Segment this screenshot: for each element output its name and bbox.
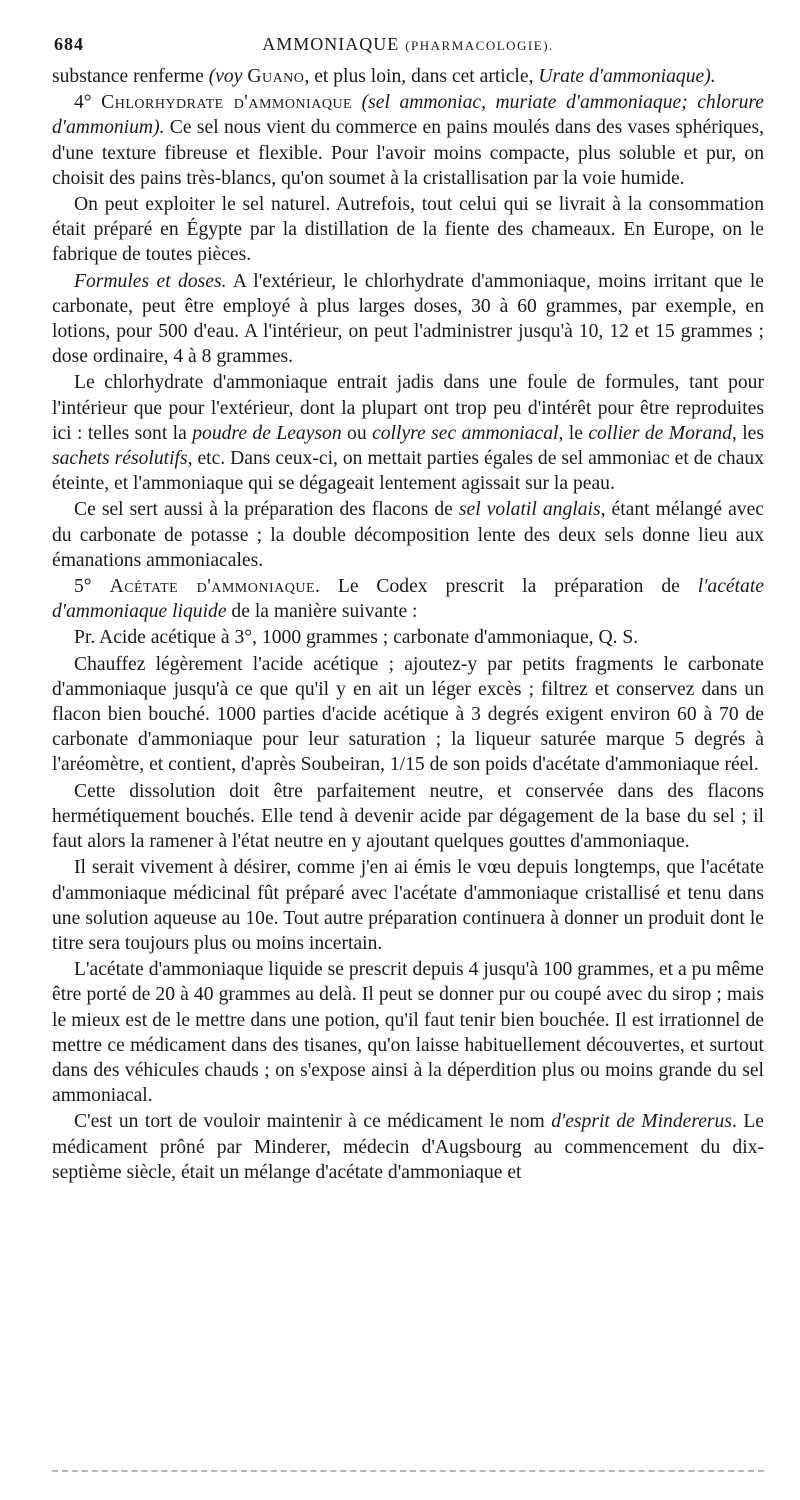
text-run: C'est un tort de vouloir maintenir à ce médicament le nom	[74, 1111, 552, 1133]
running-title-subtitle: (PHARMACOLOGIE).	[405, 38, 554, 53]
paragraph	[52, 497, 764, 573]
running-title	[52, 34, 764, 55]
text-run: A l'extérieur, le chlorhydrate d'ammoniaque, moins irritant que le carbonate, peut être employé à plus larges doses, 30 à 60 grammes, par exemple, en lotions, pour 500 d'eau. A l'intérieur, on peut l'administrer jusqu'à 10, 12 et 15 grammes ; dose ordinaire, 4 à 8 grammes.	[52, 270, 764, 368]
text-run: , et plus loin, dans cet article,	[304, 66, 539, 87]
paragraph	[52, 574, 764, 624]
paragraph	[52, 1109, 764, 1185]
text-run: , le	[558, 422, 589, 444]
italic-text: l'acétate d'ammoniaque liquide	[52, 576, 764, 623]
paragraph	[52, 269, 764, 370]
text-run: Ce sel nous vient du commerce en pains moulés dans des vases sphériques, d'une texture fibreuse et flexible. Pour l'avoir moins compacte, plus soluble et pur, on choisit des pains très-blancs, qu'on soumet à la cristallisation par la voie humide.	[52, 117, 764, 189]
small-caps-text: Guano	[247, 66, 305, 87]
italic-text: d'esprit de Mindererus	[551, 1111, 732, 1133]
italic-text: collyre sec ammoniacal	[372, 422, 559, 444]
text-run: , étant mélangé avec du carbonate de potasse ; la double décomposition lente des deux sels donne lieu aux émanations ammoniacales.	[52, 499, 765, 571]
footer-rule	[52, 1470, 764, 1472]
italic-text: poudre de Leayson	[192, 422, 342, 444]
text-run	[352, 92, 362, 113]
text-run: On peut exploiter le sel naturel. Autrefois, tout celui qui se livrait à la consommation était préparé en Égypte par la distillation de la fiente des chameaux. En Europe, on le fabrique de toutes pièces.	[52, 194, 764, 266]
paragraph	[52, 90, 764, 191]
paragraph	[52, 652, 764, 778]
paragraph	[52, 957, 764, 1108]
document-page	[52, 30, 764, 1490]
italic-text: collier de Morand	[588, 422, 732, 444]
text-run: 5°	[74, 576, 110, 598]
text-run: , les	[731, 422, 764, 444]
paragraph	[52, 370, 764, 496]
italic-text: Formules et doses.	[74, 270, 227, 292]
italic-text: Urate d'ammoniaque).	[538, 66, 716, 87]
text-run: L'acétate d'ammoniaque liquide se prescrit depuis 4 jusqu'à 100 grammes, et a pu même être porté de 20 à 40 grammes au delà. Il peut se donner pur ou coupé avec du sirop ; mais le mieux est de le mettre dans une potion, qu'il faut tenir bien bouchée. Il est irrationnel de mettre ce médicament dans des tisanes, qu'on laisse habituellement découvertes, et surtout dans des véhicules chauds ; on s'expose ainsi à la déperdition plus ou moins grande du sel ammoniacal.	[52, 959, 764, 1107]
body-text	[52, 64, 764, 1185]
text-run: substance renferme	[52, 66, 209, 87]
italic-text: sel volatil anglais	[458, 499, 601, 521]
italic-text: (voy	[208, 66, 248, 87]
text-run: ou	[341, 422, 373, 444]
paragraph	[52, 192, 764, 268]
small-caps-text: Chlorhydrate d'ammoniaque	[101, 92, 353, 114]
text-run: Pr. Acide acétique à 3°, 1000 grammes ; carbonate d'ammoniaque, Q. S.	[74, 627, 639, 649]
text-run: Ce sel sert aussi à la préparation des flacons de	[74, 499, 459, 521]
text-run: . Le médicament prôné par Minderer, médecin d'Augsbourg au commencement du dix-septième siècle, était un mélange d'acétate d'ammoniaque et	[52, 1111, 764, 1183]
paragraph	[52, 855, 764, 956]
small-caps-text: Acétate d'ammoniaque	[109, 576, 316, 598]
paragraph	[52, 625, 764, 650]
page-header	[52, 30, 764, 60]
paragraph	[52, 64, 764, 89]
italic-text: sachets résolutifs	[52, 448, 188, 470]
text-run: , etc. Dans ceux-ci, on mettait parties égales de sel ammoniac et de chaux éteinte, et l'ammoniaque qui se dégageait lentement agissait sur la peau.	[52, 448, 764, 495]
text-run: Chauffez légèrement l'acide acétique ; ajoutez-y par petits fragments le carbonate d'ammoniaque jusqu'à ce que qu'il y en ait un léger excès ; filtrez et conservez dans un flacon bien bouché. 1000 parties d'acide acétique à 3 degrés exigent environ 60 à 70 de carbonate d'ammoniaque pour leur saturation ; la liqueur saturée marque 5 degrés à l'aréomètre, et contient, d'après Soubeiran, 1/15 de son poids d'acétate d'ammoniaque réel.	[52, 653, 764, 776]
page-number: 684	[54, 34, 84, 54]
text-run: Il serait vivement à désirer, comme j'en ai émis le vœu depuis longtemps, que l'acétate d'ammoniaque médicinal fût préparé avec l'acétate d'ammoniaque cristallisé et tenu dans une solution aqueuse au 10e. Tout autre préparation continuera à donner un produit dont le titre sera toujours plus ou moins incertain.	[52, 857, 764, 954]
text-run: 4°	[74, 92, 102, 114]
paragraph	[52, 779, 764, 855]
running-title-main: AMMONIAQUE	[262, 34, 400, 54]
text-run: de la manière suivante :	[226, 601, 418, 623]
text-run: . Le Codex prescrit la préparation de	[315, 576, 698, 598]
italic-text: (sel ammoniac, muriate d'ammoniaque; chlorure d'ammonium).	[52, 92, 764, 139]
text-run: Le chlorhydrate d'ammoniaque entrait jadis dans une foule de formules, tant pour l'intérieur que pour l'extérieur, dont la plupart ont trop peu d'intérêt pour être reproduites ici : telles sont la	[52, 372, 764, 444]
text-run: Cette dissolution doit être parfaitement neutre, et conservée dans des flacons hermétiquement bouchés. Elle tend à devenir acide par dégagement de la base du sel ; il faut alors la ramener à l'état neutre en y ajoutant quelques gouttes d'ammoniaque.	[52, 780, 764, 853]
